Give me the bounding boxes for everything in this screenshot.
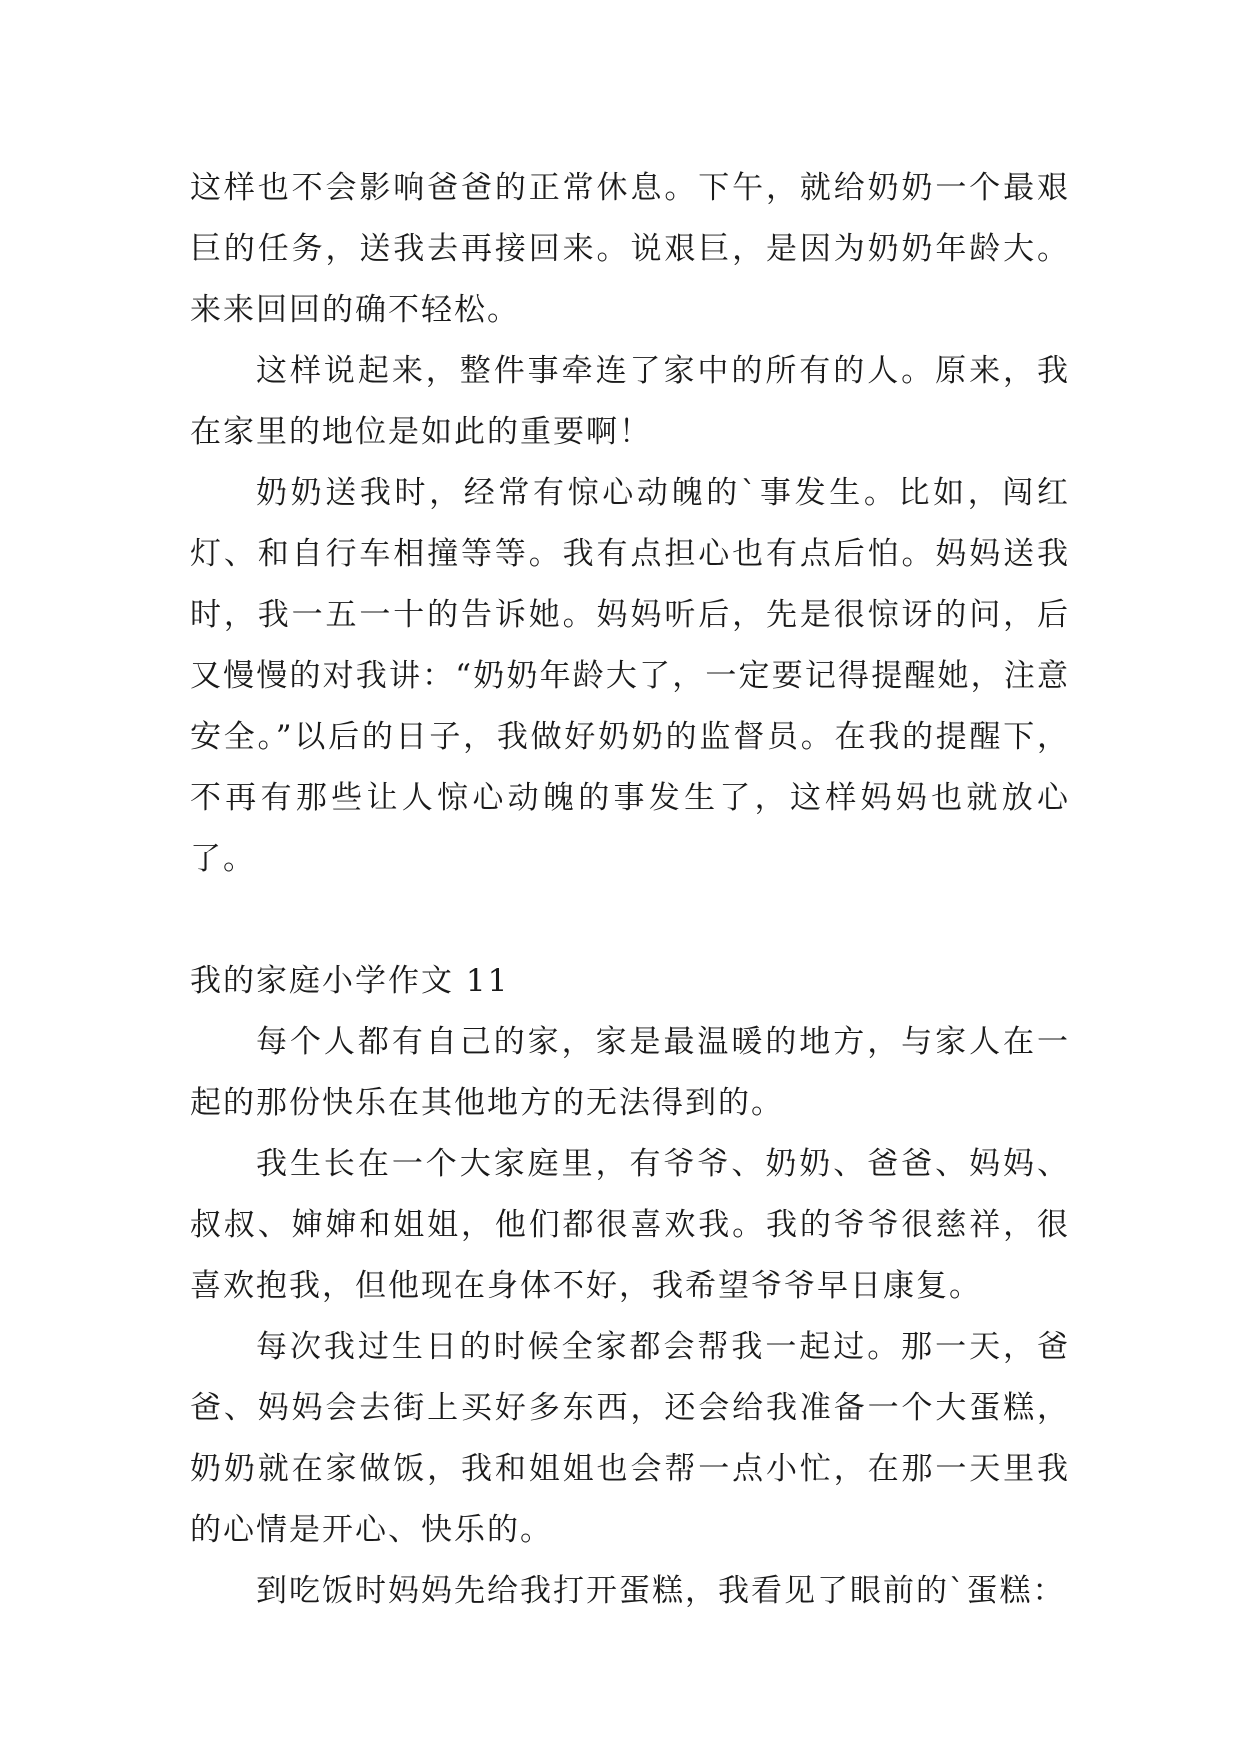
- paragraph: 到吃饭时妈妈先给我打开蛋糕，我看见了眼前的`蛋糕：: [256, 1573, 1066, 1609]
- paragraph: 奶奶送我时，经常有惊心动魄的`事发生。比如，闯红灯、和自行车相撞等等。我有点担心也有点后怕。妈妈送我时，我一五一十的告诉她。妈妈听后，先是很惊讶的问，后又慢慢的对我讲：“奶奶年龄大了，一定要记得提醒她，注意安全。”以后的日子，我做好奶奶的监督员。在我的提醒下，不再有那些让人惊心动魄的事发生了，这样妈妈也就放心了。: [190, 475, 1070, 877]
- paragraph: 我生长在一个大家庭里，有爷爷、奶奶、爸爸、妈妈、叔叔、婶婶和姐姐，他们都很喜欢我。我的爷爷很慈祥，很喜欢抱我，但他现在身体不好，我希望爷爷早日康复。: [190, 1146, 1070, 1304]
- paragraph: 每个人都有自己的家，家是最温暖的地方，与家人在一起的那份快乐在其他地方的无法得到的。: [190, 1024, 1070, 1121]
- paragraph: 这样也不会影响爸爸的正常休息。下午，就给奶奶一个最艰巨的任务，送我去再接回来。说艰巨，是因为奶奶年龄大。来来回回的确不轻松。: [190, 170, 1070, 328]
- document-body: [190, 158, 1070, 1622]
- paragraph: 每次我过生日的时候全家都会帮我一起过。那一天，爸爸、妈妈会去街上买好多东西，还会给我准备一个大蛋糕，奶奶就在家做饭，我和姐姐也会帮一点小忙，在那一天里我的心情是开心、快乐的。: [190, 1329, 1070, 1548]
- paragraph: 这样说起来，整件事牵连了家中的所有的人。原来，我在家里的地位是如此的重要啊！: [190, 353, 1070, 450]
- section-title: 我的家庭小学作文 11: [190, 963, 510, 999]
